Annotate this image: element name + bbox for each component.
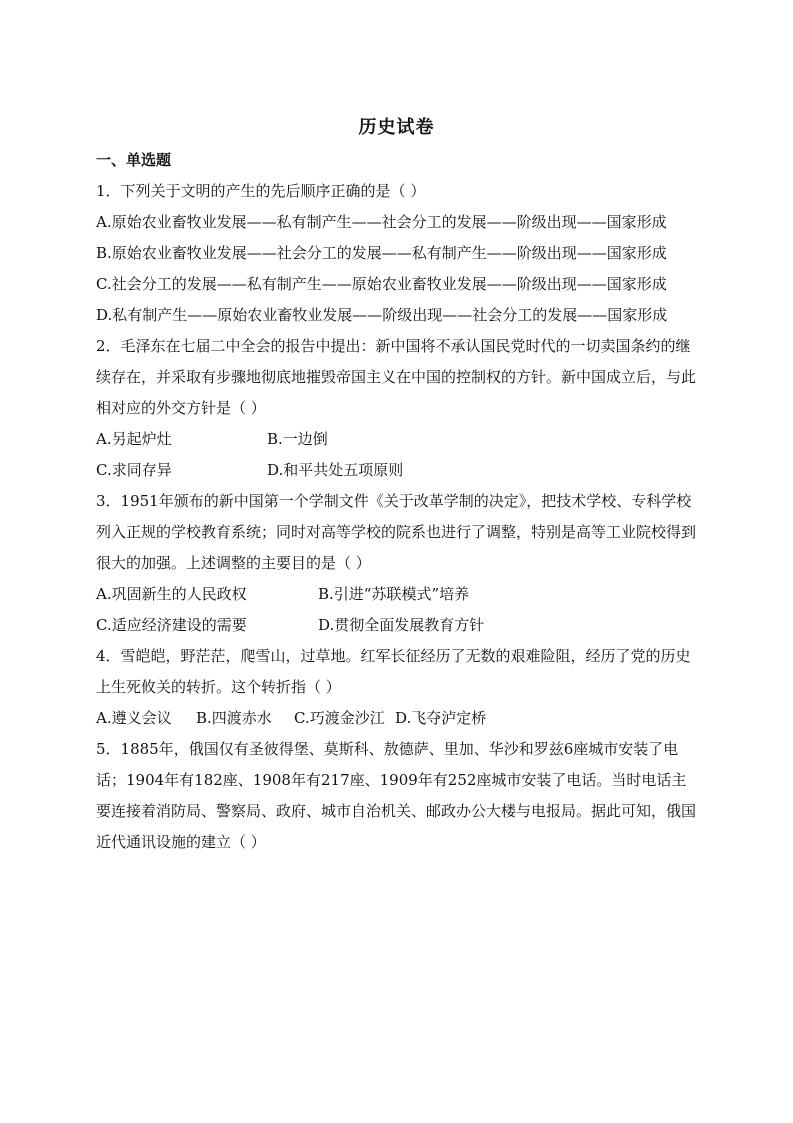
exam-title: 历史试卷 — [358, 117, 435, 138]
question-5-stem: 5．1885年，俄国仅有圣彼得堡、莫斯科、敖德萨、里加、华沙和罗兹6座城市安装了电话；1904年有182座、1908年有217座、1909年有252座城市安装了电话。当时电话主要连接着消防局、警察局、政府、城市自治机关、邮政办公大楼与电报局。据此可知，俄国近代通讯设施的建立（ ） — [96, 740, 697, 851]
question-3-option-d: D.贯彻全面发展教育方针 — [318, 616, 485, 634]
question-3-option-c: C.适应经济建设的需要 — [96, 616, 247, 634]
section-heading: 一、单选题 — [96, 151, 172, 169]
question-1-option-d: D.私有制产生——原始农业畜牧业发展——阶级出现——社会分工的发展——国家形成 — [96, 306, 668, 324]
question-3-options-row-1 — [96, 579, 700, 610]
question-1-option-b: B.原始农业畜牧业发展——社会分工的发展——私有制产生——阶级出现——国家形成 — [96, 244, 667, 262]
question-2-option-c: C.求同存异 — [96, 461, 172, 479]
question-2-options-row-2 — [96, 455, 700, 486]
question-2-stem: 2．毛泽东在七届二中全会的报告中提出：新中国将不承认国民党时代的一切卖国条约的继续存在，并采取有步骤地彻底地摧毁帝国主义在中国的控制权的方针。新中国成立后，与此相对应的外交方针是（ ） — [96, 337, 697, 417]
question-2-option-b: B.一边倒 — [267, 430, 328, 448]
question-1-option-a: A.原始农业畜牧业发展——私有制产生——社会分工的发展——阶级出现——国家形成 — [96, 213, 667, 231]
question-4-option-b: B.四渡赤水 — [196, 709, 272, 727]
question-3-options-row-2 — [96, 610, 700, 641]
question-4-option-d: D.飞夺泸定桥 — [395, 709, 487, 727]
exam-content — [96, 145, 700, 858]
question-4-option-c: C.巧渡金沙江 — [294, 709, 385, 727]
question-2-option-a: A.另起炉灶 — [96, 430, 172, 448]
question-1-option-c: C.社会分工的发展——私有制产生——原始农业畜牧业发展——阶级出现——国家形成 — [96, 275, 667, 293]
question-3-option-b: B.引进“苏联模式”培养 — [318, 585, 470, 603]
question-1-stem: 1．下列关于文明的产生的先后顺序正确的是（ ） — [96, 182, 426, 200]
question-1 — [96, 176, 700, 331]
question-3-stem: 3．1951年颁布的新中国第一个学制文件《关于改革学制的决定》，把技术学校、专科学校列入正规的学校教育系统；同时对高等学校的院系也进行了调整，特别是高等工业院校得到很大的加强。上述调整的主要目的是（ ） — [96, 492, 697, 572]
question-2-option-d: D.和平共处五项原则 — [267, 461, 404, 479]
question-4-stem: 4．雪皑皑，野茫茫，爬雪山，过草地。红军长征经历了无数的艰难险阻，经历了党的历史上生死攸关的转折。这个转折指（ ） — [96, 647, 691, 696]
question-4 — [96, 641, 700, 734]
question-3-option-a: A.巩固新生的人民政权 — [96, 585, 247, 603]
question-2 — [96, 331, 700, 486]
question-4-options-row — [96, 703, 700, 734]
question-4-option-a: A.遵义会议 — [96, 709, 172, 727]
question-3 — [96, 486, 700, 641]
question-5 — [96, 734, 700, 858]
question-2-options-row-1 — [96, 424, 700, 455]
